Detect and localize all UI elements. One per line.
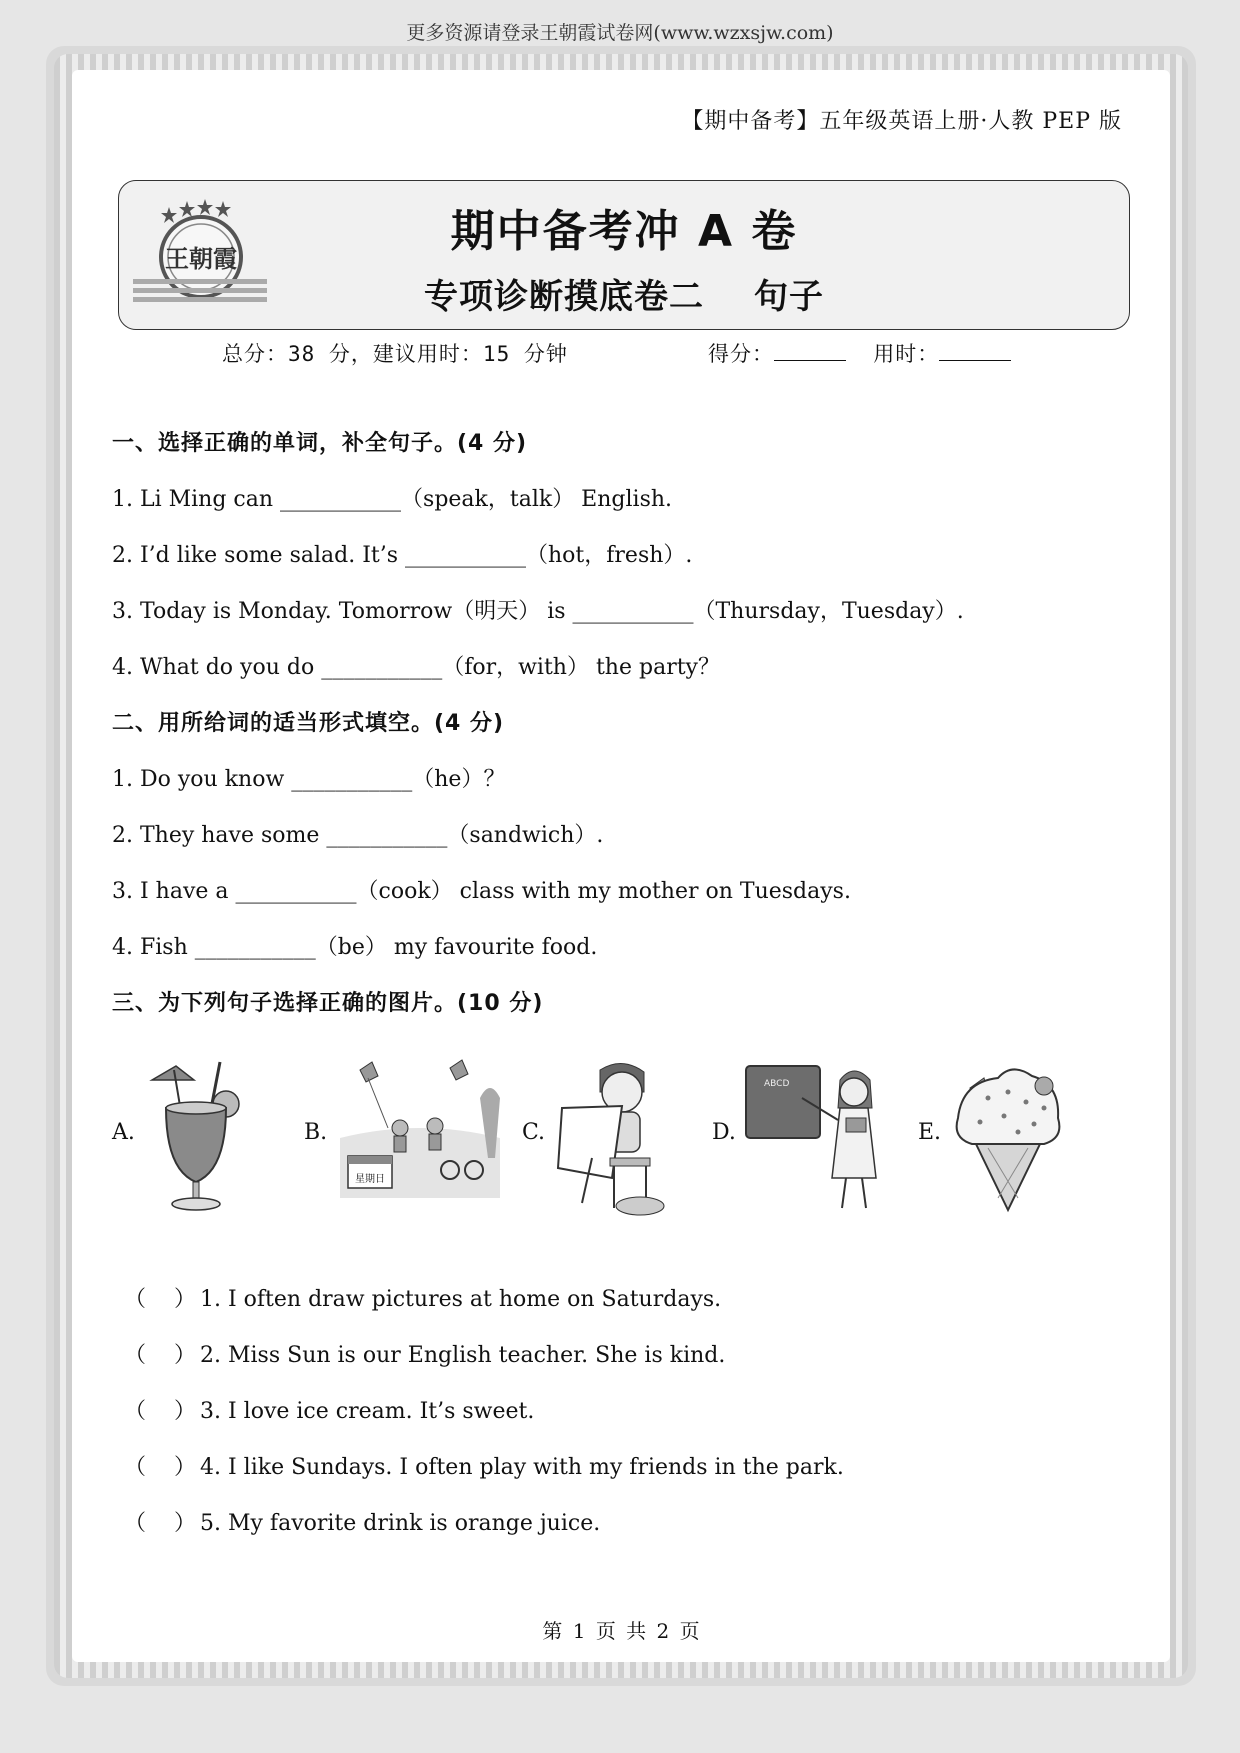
section1-question: 2. I’d like some salad. It’s ___________（hot，fresh）. bbox=[112, 543, 693, 568]
picture-label-a: A. bbox=[112, 1120, 135, 1145]
subtitle-left: 专项诊断摸底卷二 bbox=[424, 277, 704, 317]
score-blank[interactable] bbox=[774, 342, 846, 361]
blackboard-text: ABCD bbox=[764, 1079, 790, 1089]
orange-juice-picture bbox=[142, 1058, 252, 1218]
section1-question: 3. Today is Monday. Tomorrow（明天） is ___________（Thursday，Tuesday）. bbox=[112, 599, 964, 624]
section1-title: 一、选择正确的单词，补全句子。(4 分) bbox=[112, 431, 528, 456]
park-picture bbox=[340, 1058, 500, 1198]
exam-subtitle bbox=[119, 269, 1129, 318]
score-fields bbox=[708, 338, 1011, 368]
picture-label-d: D. bbox=[712, 1120, 736, 1145]
section2-question: 4. Fish ___________（be） my favourite food. bbox=[112, 935, 598, 960]
matching-item: （ ） 1. I often draw pictures at home on Saturdays. bbox=[124, 1287, 722, 1312]
matching-item: （ ） 2. Miss Sun is our English teacher. She is kind. bbox=[124, 1343, 726, 1368]
drawing-boy-picture bbox=[552, 1058, 672, 1218]
time-blank[interactable] bbox=[939, 342, 1011, 361]
title-box bbox=[118, 180, 1130, 330]
picture-label-c: C. bbox=[522, 1120, 546, 1145]
section2-question: 1. Do you know ___________（he）？ bbox=[112, 767, 506, 792]
picture-label-b: B. bbox=[304, 1120, 328, 1145]
matching-item: （ ） 3. I love ice cream. It’s sweet. bbox=[124, 1399, 535, 1424]
section1-question: 1. Li Ming can ___________（speak，talk） English. bbox=[112, 487, 673, 512]
exam-title: 期中备考冲 A 卷 bbox=[450, 206, 798, 257]
header-note: 更多资源请登录王朝霞试卷网(www.wzxsjw.com) bbox=[406, 22, 834, 44]
logo-text: 王朝霞 bbox=[165, 244, 237, 273]
answer-bracket[interactable]: （ ） bbox=[124, 1287, 197, 1312]
edition-label: 【期中备考】五年级英语上册·人教 PEP 版 bbox=[681, 109, 1122, 134]
answer-bracket[interactable]: （ ） bbox=[124, 1399, 197, 1424]
matching-list bbox=[112, 1286, 1132, 1566]
score-info: 总分：38 分，建议用时：15 分钟 bbox=[222, 342, 568, 366]
subtitle-right: 句子 bbox=[754, 277, 824, 317]
picture-options bbox=[112, 1058, 1132, 1228]
exam-content bbox=[112, 430, 1132, 1566]
section2-question: 3. I have a ___________（cook） class with my mother on Tuesdays. bbox=[112, 879, 851, 904]
section3-title: 三、为下列句子选择正确的图片。(10 分) bbox=[112, 991, 544, 1016]
section2-title: 二、用所给词的适当形式填空。(4 分) bbox=[112, 711, 505, 736]
answer-bracket[interactable]: （ ） bbox=[124, 1511, 197, 1536]
teacher-picture bbox=[742, 1058, 892, 1218]
answer-bracket[interactable]: （ ） bbox=[124, 1343, 197, 1368]
picture-label-e: E. bbox=[918, 1120, 942, 1145]
score-label: 得分： bbox=[708, 342, 774, 366]
section2-question: 2. They have some ___________（sandwich）. bbox=[112, 823, 604, 848]
page-footer: 第 1 页 共 2 页 bbox=[542, 1619, 700, 1643]
answer-bracket[interactable]: （ ） bbox=[124, 1455, 197, 1480]
ice-cream-picture bbox=[948, 1058, 1068, 1218]
matching-item: （ ） 5. My favorite drink is orange juice. bbox=[124, 1511, 601, 1536]
time-label: 用时： bbox=[873, 342, 940, 366]
calendar-text: 星期日 bbox=[355, 1174, 385, 1185]
exam-page bbox=[72, 70, 1170, 1662]
matching-item: （ ） 4. I like Sundays. I often play with my friends in the park. bbox=[124, 1455, 844, 1480]
section1-question: 4. What do you do ___________（for，with） the party？ bbox=[112, 655, 720, 680]
